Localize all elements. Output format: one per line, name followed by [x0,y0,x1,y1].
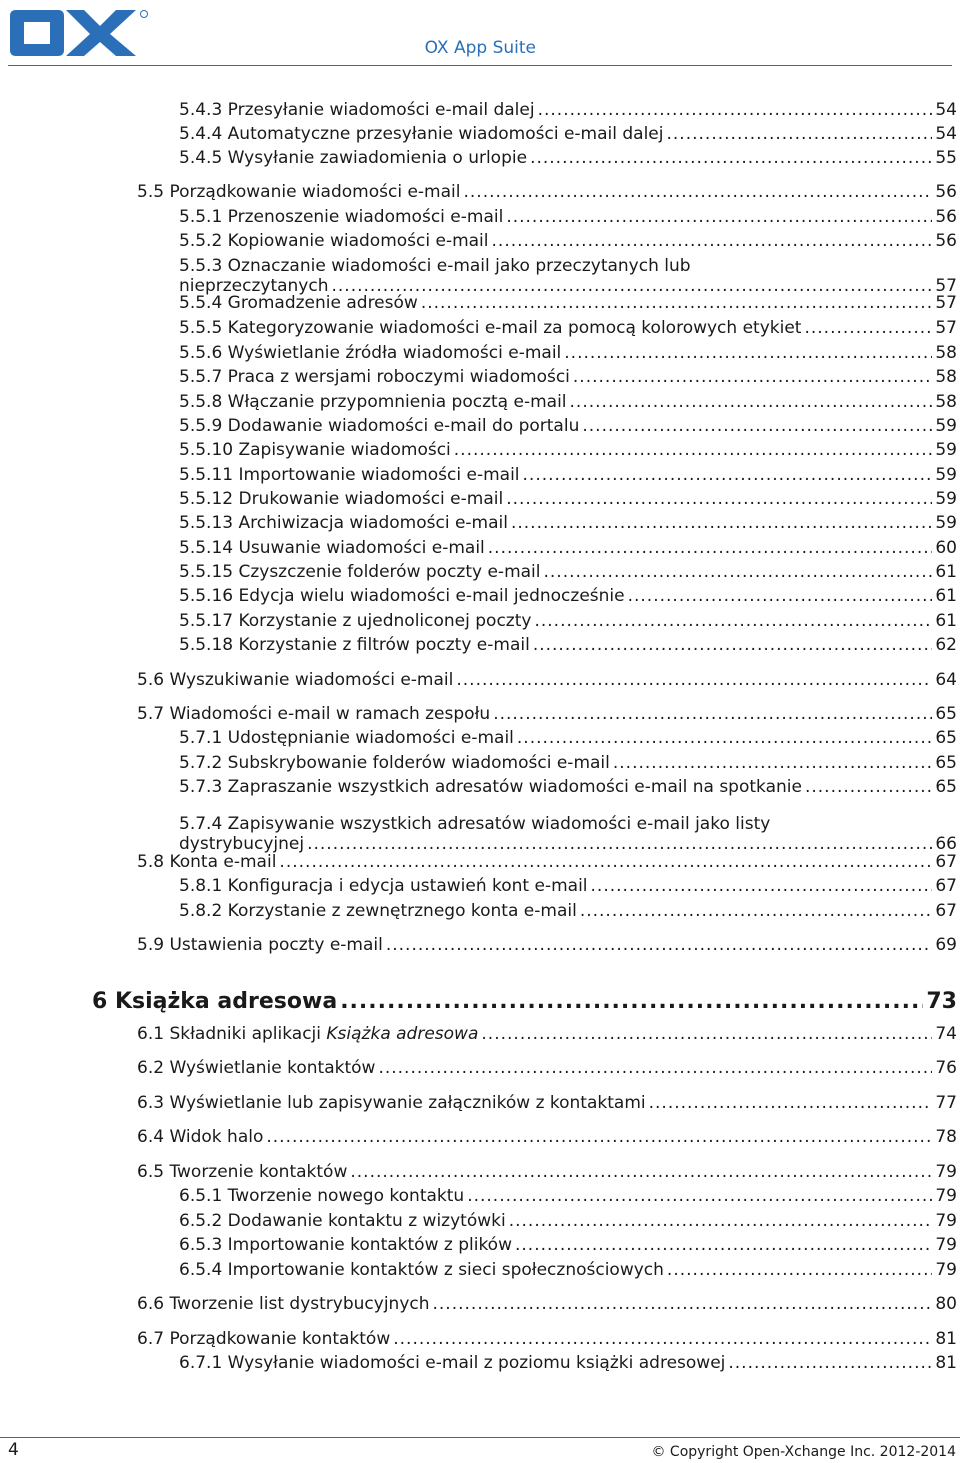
toc-page-number: 77 [935,1093,957,1113]
dot-leader [506,207,932,227]
toc-entry[interactable] [179,777,957,797]
toc-entry-title-text: 5.7.1 Udostępnianie wiadomości e-mail [179,728,514,748]
page-number: 4 [8,1440,19,1460]
toc-entry[interactable] [179,1260,957,1280]
dot-leader [456,670,932,690]
dot-leader [538,100,933,120]
dot-leader [515,1235,932,1255]
toc-page-number: 67 [935,876,957,896]
toc-entry-title-text: 5.7.3 Zapraszanie wszystkich adresatów wiadomości e-mail na spotkanie [179,777,802,797]
toc-page-number: 79 [935,1186,957,1206]
toc-entry-title-text: 6.5.4 Importowanie kontaktów z sieci społecznościowych [179,1260,664,1280]
toc-entry-title-text: 5.5.16 Edycja wielu wiadomości e-mail jednocześnie [179,586,625,606]
toc-entry[interactable] [179,416,957,436]
toc-page-number: 69 [935,935,957,955]
toc-entry[interactable] [179,1235,957,1255]
toc-entry-title-text: 5.5.15 Czyszczenie folderów poczty e-mail [179,562,541,582]
toc-entry[interactable] [179,231,957,251]
toc-entry-title-text: 5.5.18 Korzystanie z filtrów poczty e-mail [179,635,530,655]
toc-entry-title-text: 6.4 Widok halo [137,1127,264,1147]
toc-entry-title-text: 6.2 Wyświetlanie kontaktów [137,1058,376,1078]
toc-entry[interactable] [137,1329,957,1349]
toc-entry-title-text: 5.5.5 Kategoryzowanie wiadomości e-mail za pomocą kolorowych etykiet [179,318,802,338]
toc-entry[interactable] [137,1162,957,1182]
toc-entry-title [179,586,625,606]
toc-entry-title-text: 6 Książka adresowa [92,989,338,1014]
toc-entry-title [137,1058,375,1078]
toc-entry-title [179,538,485,558]
dot-leader [279,852,932,872]
toc-page-number: 65 [935,728,957,748]
toc-entry[interactable] [179,753,957,773]
toc-page-number: 62 [935,635,957,655]
toc-entry-title [179,416,579,436]
toc-page-number: 57 [935,318,957,338]
toc-entry-title [179,1211,506,1231]
toc-page-number: 59 [935,489,957,509]
toc-page-number: 67 [935,901,957,921]
toc-entry[interactable] [179,728,957,748]
toc-entry[interactable] [179,1211,957,1231]
toc-entry-title [137,182,460,202]
toc-entry[interactable] [179,611,957,631]
toc-entry[interactable] [179,1353,957,1373]
toc-entry-title [137,1162,347,1182]
toc-entry-title-italic: Książka adresowa [326,1024,479,1044]
dot-leader [591,876,933,896]
toc-page-number: 56 [935,207,957,227]
toc-page-number: 59 [935,465,957,485]
toc-entry-title [137,670,453,690]
dot-leader [523,465,933,485]
toc-entry-title-text: 5.5.2 Kopiowanie wiadomości e-mail [179,231,489,251]
toc-entry-title [179,1260,664,1280]
toc-entry-title [179,148,527,168]
dot-leader [564,343,932,363]
dot-leader [467,1186,932,1206]
toc-entry-title-text: 5.4.5 Wysyłanie zawiadomienia o urlopie [179,148,528,168]
toc-page-number: 61 [935,562,957,582]
dot-leader [492,231,933,251]
toc-page-number: 54 [935,100,957,120]
toc-entry-title-text: 6.6 Tworzenie list dystrybucyjnych [137,1294,430,1314]
toc-entry-title-text: 5.8.2 Korzystanie z zewnętrznego konta e-mail [179,901,577,921]
page-header [0,0,960,68]
toc-entry-title-text: 5.8.1 Konfiguracja i edycja ustawień kont e-mail [179,876,588,896]
toc-entry-title [179,293,418,313]
toc-entry[interactable] [137,704,957,724]
dot-leader [421,293,933,313]
dot-leader [509,1211,933,1231]
toc-entry-title [179,318,801,338]
toc-page-number: 58 [935,367,957,387]
toc-entry-title [179,635,530,655]
toc-page-number: 65 [935,777,957,797]
toc-entry-title [179,231,489,251]
toc-entry-title-text: 5.5.12 Drukowanie wiadomości e-mail [179,489,504,509]
toc-entry[interactable] [137,1058,957,1078]
toc-entry[interactable] [179,1186,957,1206]
toc-entry-title-text: 5.5.13 Archiwizacja wiadomości e-mail [179,513,508,533]
toc-entry[interactable] [179,392,957,412]
toc-entry[interactable] [179,465,957,485]
dot-leader [667,1260,932,1280]
toc-entry-title-text: 5.9 Ustawienia poczty e-mail [137,935,383,955]
toc-entry[interactable] [179,586,957,606]
toc-entry-title [179,1235,512,1255]
toc-entry-title-text: 5.5.11 Importowanie wiadomości e-mail [179,465,520,485]
dot-leader [454,440,933,460]
toc-entry-title-text: 5.5.14 Usuwanie wiadomości e-mail [179,538,485,558]
toc-page-number: 61 [935,611,957,631]
toc-entry[interactable] [137,182,957,202]
toc-page-number: 65 [935,753,957,773]
dot-leader [511,513,932,533]
toc-entry-title-text: 5.5.8 Włączanie przypomnienia pocztą e-mail [179,392,567,412]
toc-entry-title [179,562,541,582]
toc-entry-title [179,207,503,227]
toc-entry-title [92,989,337,1014]
toc-entry[interactable] [137,935,957,955]
toc-entry-title-text: 6.3 Wyświetlanie lub zapisywanie załączników z kontaktami [137,1093,646,1113]
toc-entry-title [137,704,490,724]
dot-leader [805,777,932,797]
dot-leader [580,901,933,921]
toc-entry-title-text: 6.7.1 Wysyłanie wiadomości e-mail z poziomu książki adresowej [179,1353,726,1373]
toc-page-number: 79 [935,1162,957,1182]
toc-entry-title [137,1329,390,1349]
toc-entry-title [179,489,503,509]
toc-entry-title-text: 5.4.4 Automatyczne przesyłanie wiadomości e-mail dalej [179,124,664,144]
toc-entry-title [179,834,304,854]
dot-leader [804,318,932,338]
toc-page-number: 79 [935,1260,957,1280]
dot-leader [340,989,923,1014]
toc-entry[interactable] [137,1294,957,1314]
toc-entry-title [179,513,508,533]
toc-entry[interactable] [179,148,957,168]
toc-page-number: 60 [935,538,957,558]
toc-entry[interactable] [179,440,957,460]
footer-divider [0,1437,960,1438]
dot-leader [517,728,932,748]
toc-page-number: 74 [935,1024,957,1044]
toc-page-number: 58 [935,392,957,412]
toc-entry-title [179,777,802,797]
toc-entry-title [179,392,567,412]
toc-entry-title-text: 5.5.10 Zapisywanie wiadomości [179,440,451,460]
toc-entry-title-line1: 5.5.3 Oznaczanie wiadomości e-mail jako przeczytanych lub [179,256,691,276]
toc-entry[interactable] [179,876,957,896]
toc-page-number: 59 [935,440,957,460]
toc-page-number: 73 [926,989,957,1014]
toc-entry-title [179,1353,725,1373]
toc-entry-title-text: 6.1 Składniki aplikacji [137,1024,327,1044]
toc-page-number: 78 [935,1127,957,1147]
dot-leader [393,1329,932,1349]
toc-entry[interactable] [179,814,957,854]
ox-logo [6,6,148,62]
toc-page-number: 76 [935,1058,957,1078]
toc-entry[interactable] [179,100,957,120]
dot-leader [728,1353,932,1373]
dot-leader [570,392,933,412]
toc-entry[interactable] [179,343,957,363]
toc-page-number: 79 [935,1211,957,1231]
toc-page-number: 80 [935,1294,957,1314]
toc-entry[interactable] [179,901,957,921]
toc-entry-title-text: dystrybucyjnej [179,834,305,854]
toc-entry-title-text: 5.8 Konta e-mail [137,852,277,872]
dot-leader [386,935,933,955]
toc-entry-title-text: 5.5.9 Dodawanie wiadomości e-mail do portalu [179,416,580,436]
toc-entry[interactable] [92,989,957,1014]
toc-entry-title [179,343,561,363]
dot-leader [506,489,932,509]
toc-entry-title [179,440,451,460]
toc-entry[interactable] [137,852,957,872]
toc-entry[interactable] [137,670,957,690]
toc-page-number: 59 [935,416,957,436]
dot-leader [463,182,932,202]
toc-entry-title-line1: 5.7.4 Zapisywanie wszystkich adresatów wiadomości e-mail jako listy [179,814,771,834]
toc-page-number: 59 [935,513,957,533]
app-title: OX App Suite [424,38,536,58]
dot-leader [667,124,933,144]
toc-entry[interactable] [137,1127,957,1147]
toc-page-number: 61 [935,586,957,606]
toc-entry-title [137,1093,646,1113]
toc-entry-title [137,1294,430,1314]
dot-leader [628,586,933,606]
toc-entry-title-text: 6.5.3 Importowanie kontaktów z plików [179,1235,512,1255]
toc-entry[interactable] [179,635,957,655]
toc-entry-title-text: 5.5.7 Praca z wersjami roboczymi wiadomości [179,367,570,387]
toc-entry-title [137,1127,263,1147]
toc-page-number: 66 [935,834,957,854]
toc-entry-title [137,935,383,955]
toc-page-number: 65 [935,704,957,724]
dot-leader [488,538,933,558]
toc-entry-title-text: 5.7 Wiadomości e-mail w ramach zespołu [137,704,491,724]
toc-page-number: 56 [935,231,957,251]
toc-entry-title [137,852,276,872]
toc-entry[interactable] [179,538,957,558]
dot-leader [533,635,933,655]
toc-entry-title [179,611,531,631]
toc-page-number: 79 [935,1235,957,1255]
toc-page-number: 81 [935,1353,957,1373]
dot-leader [582,416,932,436]
toc-page-number: 57 [935,293,957,313]
dot-leader [649,1093,933,1113]
dot-leader [481,1024,932,1044]
toc-entry-title-text: 6.5.1 Tworzenie nowego kontaktu [179,1186,465,1206]
toc-entry-title-text: 5.5.1 Przenoszenie wiadomości e-mail [179,207,504,227]
toc-page-number: 81 [935,1329,957,1349]
toc-entry-title-text: 6.5 Tworzenie kontaktów [137,1162,348,1182]
toc-entry[interactable] [179,293,957,313]
dot-leader [544,562,933,582]
dot-leader [534,611,932,631]
toc-entry[interactable] [137,1093,957,1113]
toc-entry-title-text: 5.4.3 Przesyłanie wiadomości e-mail dalej [179,100,535,120]
toc-page-number: 58 [935,343,957,363]
toc-entry-title-text: 5.6 Wyszukiwanie wiadomości e-mail [137,670,454,690]
toc-entry[interactable] [179,513,957,533]
dot-leader [573,367,932,387]
toc-entry-title [179,100,535,120]
toc-page-number: 64 [935,670,957,690]
toc-page-number: 55 [935,148,957,168]
dot-leader [307,834,932,854]
dot-leader [530,148,932,168]
dot-leader [378,1058,932,1078]
toc-entry-title [179,124,664,144]
header-divider [8,65,952,66]
toc-entry-title-text: 5.5.4 Gromadzenie adresów [179,293,418,313]
toc-page-number: 54 [935,124,957,144]
toc-entry-title [179,728,514,748]
toc-entry[interactable] [137,1024,957,1044]
toc-entry[interactable] [179,562,957,582]
toc-entry-title [179,1186,464,1206]
dot-leader [493,704,932,724]
toc-entry-title-text: 5.5.6 Wyświetlanie źródła wiadomości e-mail [179,343,562,363]
copyright-notice: © Copyright Open-Xchange Inc. 2012-2014 [651,1444,956,1460]
toc-entry-title [179,901,577,921]
dot-leader [350,1162,932,1182]
toc-entry[interactable] [179,124,957,144]
toc-entry-title [179,367,570,387]
dot-leader [613,753,932,773]
toc-entry-title-text: 5.5 Porządkowanie wiadomości e-mail [137,182,461,202]
toc-page-number: 67 [935,852,957,872]
toc-entry[interactable] [179,318,957,338]
toc-entry[interactable] [179,367,957,387]
toc-entry[interactable] [179,207,957,227]
toc-page-number: 56 [935,182,957,202]
toc-entry-title-text: 5.5.17 Korzystanie z ujednoliconej poczty [179,611,532,631]
toc-entry-title [179,753,610,773]
toc-entry-title-text: 6.7 Porządkowanie kontaktów [137,1329,391,1349]
toc-entry-title-text: 5.7.2 Subskrybowanie folderów wiadomości e-mail [179,753,610,773]
dot-leader [266,1127,932,1147]
toc-entry[interactable] [179,256,957,296]
toc-entry-title [179,876,588,896]
toc-page-number: 57 [935,276,957,296]
toc-entry-title-text: nieprzeczytanych [179,276,329,296]
toc-entry-title-text: 6.5.2 Dodawanie kontaktu z wizytówki [179,1211,506,1231]
toc-entry-title [179,465,520,485]
toc-entry[interactable] [179,489,957,509]
toc-entry-title [137,1024,478,1044]
dot-leader [433,1294,933,1314]
